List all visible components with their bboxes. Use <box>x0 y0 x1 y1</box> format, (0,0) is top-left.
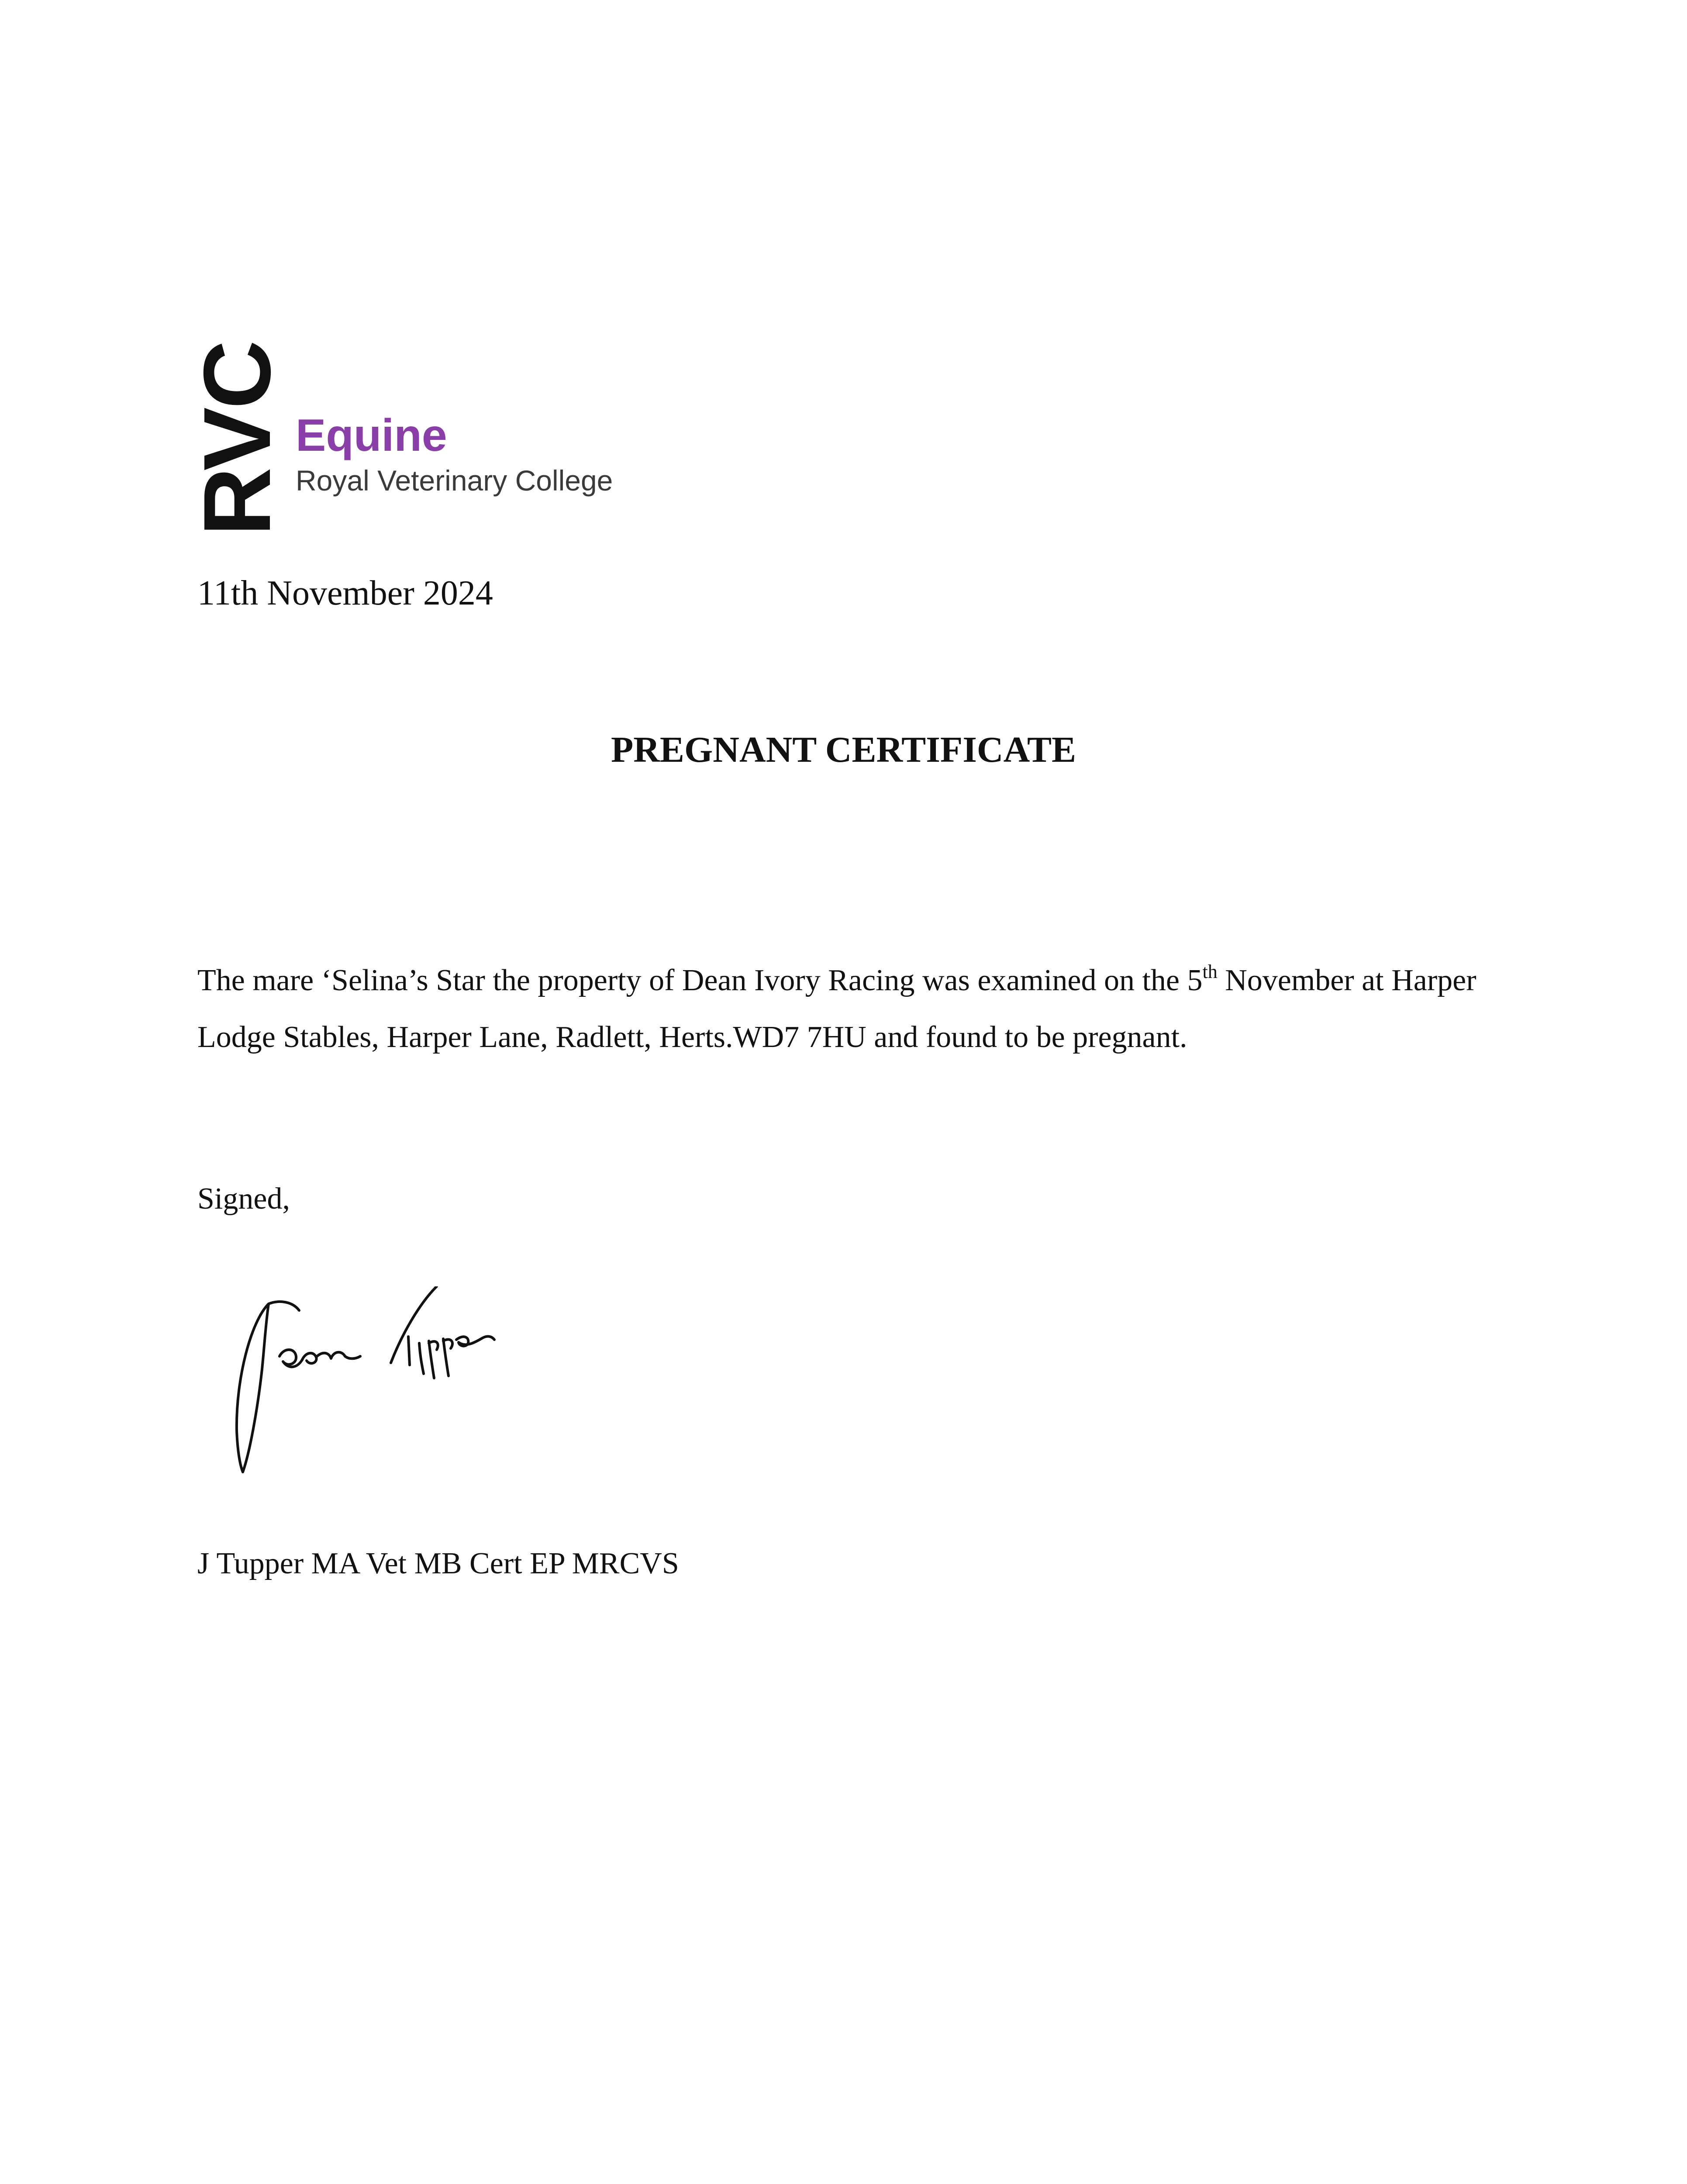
logo-wordmark: Equine <box>296 410 447 461</box>
certificate-title: PREGNANT CERTIFICATE <box>611 729 1076 770</box>
body-text-part1: The mare ‘Selina’s Star the property of Dean Ivory Racing was examined on the 5 <box>197 964 1203 997</box>
handwritten-signature <box>227 1286 524 1479</box>
letter-date: 11th November 2024 <box>197 574 493 612</box>
signatory-name: J Tupper MA Vet MB Cert EP MRCVS <box>197 1547 679 1580</box>
logo-subtitle: Royal Veterinary College <box>296 464 613 497</box>
rvc-equine-logo <box>184 334 634 544</box>
rvc-logo-mark <box>184 334 290 544</box>
signed-label: Signed, <box>197 1182 290 1216</box>
rvc-mark-text: RVC <box>184 342 290 536</box>
body-text-part2: November at Harper Lodge Stables, Harper Lane, Radlett, Herts.WD7 7HU and found to be pregnant. <box>197 964 1477 1054</box>
certificate-body <box>197 952 1529 1066</box>
body-ordinal-suffix: th <box>1202 961 1218 982</box>
